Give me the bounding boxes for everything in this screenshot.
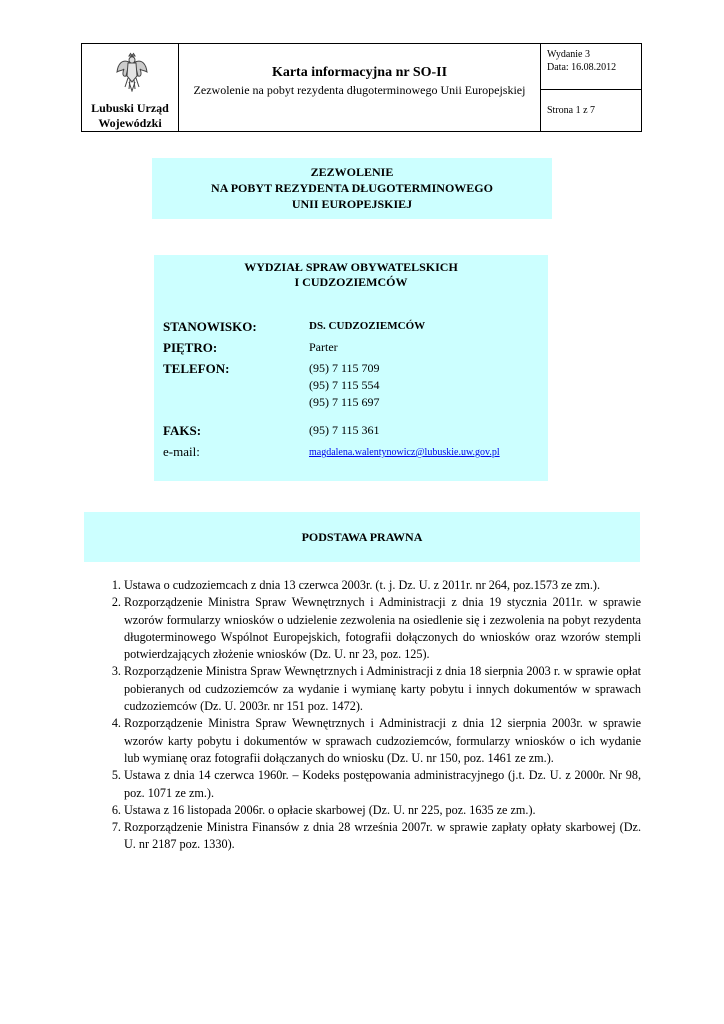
email-value [309, 443, 544, 461]
phone-label: TELEFON: [163, 361, 230, 376]
email-label: e-mail: [163, 444, 200, 459]
legal-basis-item: 7. Rozporządzenie Ministra Finansów z dnia 28 września 2007r. w sprawie zapłaty opłaty skarbowej (Dz. U. nr 2187 poz. 1330). [124, 819, 641, 854]
header-title-cell [179, 44, 541, 131]
office-name: Lubuski Urząd Wojewódzki [91, 101, 169, 130]
legal-basis-item: 6. Ustawa z 16 listopada 2006r. o opłacie skarbowej (Dz. U. nr 225, poz. 1635 ze zm.). [124, 802, 641, 819]
fax-row [163, 422, 544, 439]
legal-basis-item: 4. Rozporządzenie Ministra Spraw Wewnętrznych i Administracji z dnia 12 sierpnia 2003r. w sprawie wzorów karty pobytu i dokumentów w sprawach cudzoziemców, formularzy wniosków o ich wydanie lub wymianę oraz fotografii dołączanych do wniosku (Dz. U. nr 150, poz. 1461 ze zm.). [124, 715, 641, 767]
floor-label: PIĘTRO: [163, 340, 218, 355]
position-row [163, 318, 544, 335]
legal-basis-item: 3. Rozporządzenie Ministra Spraw Wewnętrznych i Administracji z dnia 18 sierpnia 2003 r. w sprawie opłat pobieranych od cudzoziemców za wydanie i wymianę karty pobytu i innych dokumentów w sprawach cudzoziemców (Dz. U. 2003r. nr 151 poz. 1472). [124, 663, 641, 715]
document-title: Karta informacyjna nr SO-II [271, 65, 448, 80]
email-link[interactable]: magdalena.walentynowicz@lubuskie.uw.gov.pl [309, 447, 500, 458]
legal-basis-heading: PODSTAWA PRAWNA [84, 512, 640, 562]
header-divider [541, 89, 641, 90]
legal-basis-list [85, 577, 641, 854]
header-meta-cell [541, 44, 641, 131]
phone-number: (95) 7 115 709 [309, 361, 380, 375]
permit-title-box [152, 158, 552, 219]
department-contact-box [154, 255, 548, 481]
phone-row [163, 360, 544, 411]
floor-value: Parter [309, 340, 338, 354]
page-number: Strona 1 z 7 [547, 105, 596, 116]
position-value: DS. CUDZOZIEMCÓW [309, 320, 426, 332]
document-subtitle: Zezwolenie na pobyt rezydenta długoterminowego Unii Europejskiej [193, 83, 526, 97]
email-row [163, 443, 544, 461]
eagle-emblem-icon [116, 52, 148, 92]
fax-label: FAKS: [163, 423, 202, 438]
edition-info [547, 48, 616, 74]
position-label: STANOWISKO: [163, 319, 257, 334]
contact-rows [163, 318, 544, 461]
phone-list [309, 360, 544, 411]
permit-title-line: NA POBYT REZYDENTA DŁUGOTERMINOWEGO [211, 181, 493, 195]
header-office-cell [82, 44, 179, 131]
phone-number: (95) 7 115 697 [309, 395, 380, 409]
document-header [81, 43, 642, 132]
legal-basis-item: 1. Ustawa o cudzoziemcach z dnia 13 czerwca 2003r. (t. j. Dz. U. z 2011r. nr 264, poz.1573 ze zm.). [124, 577, 641, 594]
phone-number: (95) 7 115 554 [309, 378, 380, 392]
legal-basis-item: 5. Ustawa z dnia 14 czerwca 1960r. – Kodeks postępowania administracyjnego (j.t. Dz. U. z 2000r. Nr 98, poz. 1071 ze zm.). [124, 767, 641, 802]
department-name [154, 255, 548, 290]
edition-date: Data: 16.08.2012 [547, 62, 617, 73]
department-name-line: I CUDZOZIEMCÓW [294, 275, 408, 289]
permit-title-line: UNII EUROPEJSKIEJ [291, 197, 413, 211]
permit-title-line: ZEZWOLENIE [310, 165, 394, 179]
floor-row [163, 339, 544, 356]
department-name-line: WYDZIAŁ SPRAW OBYWATELSKICH [244, 260, 458, 274]
fax-value: (95) 7 115 361 [309, 423, 380, 437]
edition-number: Wydanie 3 [547, 49, 590, 60]
legal-basis-item: 2. Rozporządzenie Ministra Spraw Wewnętrznych i Administracji z dnia 19 stycznia 2011r. w sprawie wzorów formularzy wniosków o udzielenie zezwolenia na osiedlenie się i zezwolenia na pobyt rezydenta długoterminowego Wspólnot Europejskich, fotografii dołączonych do wniosków oraz wzorów stempli potwierdzających złożenie wniosków (Dz. U. nr 23, poz. 125). [124, 594, 641, 663]
